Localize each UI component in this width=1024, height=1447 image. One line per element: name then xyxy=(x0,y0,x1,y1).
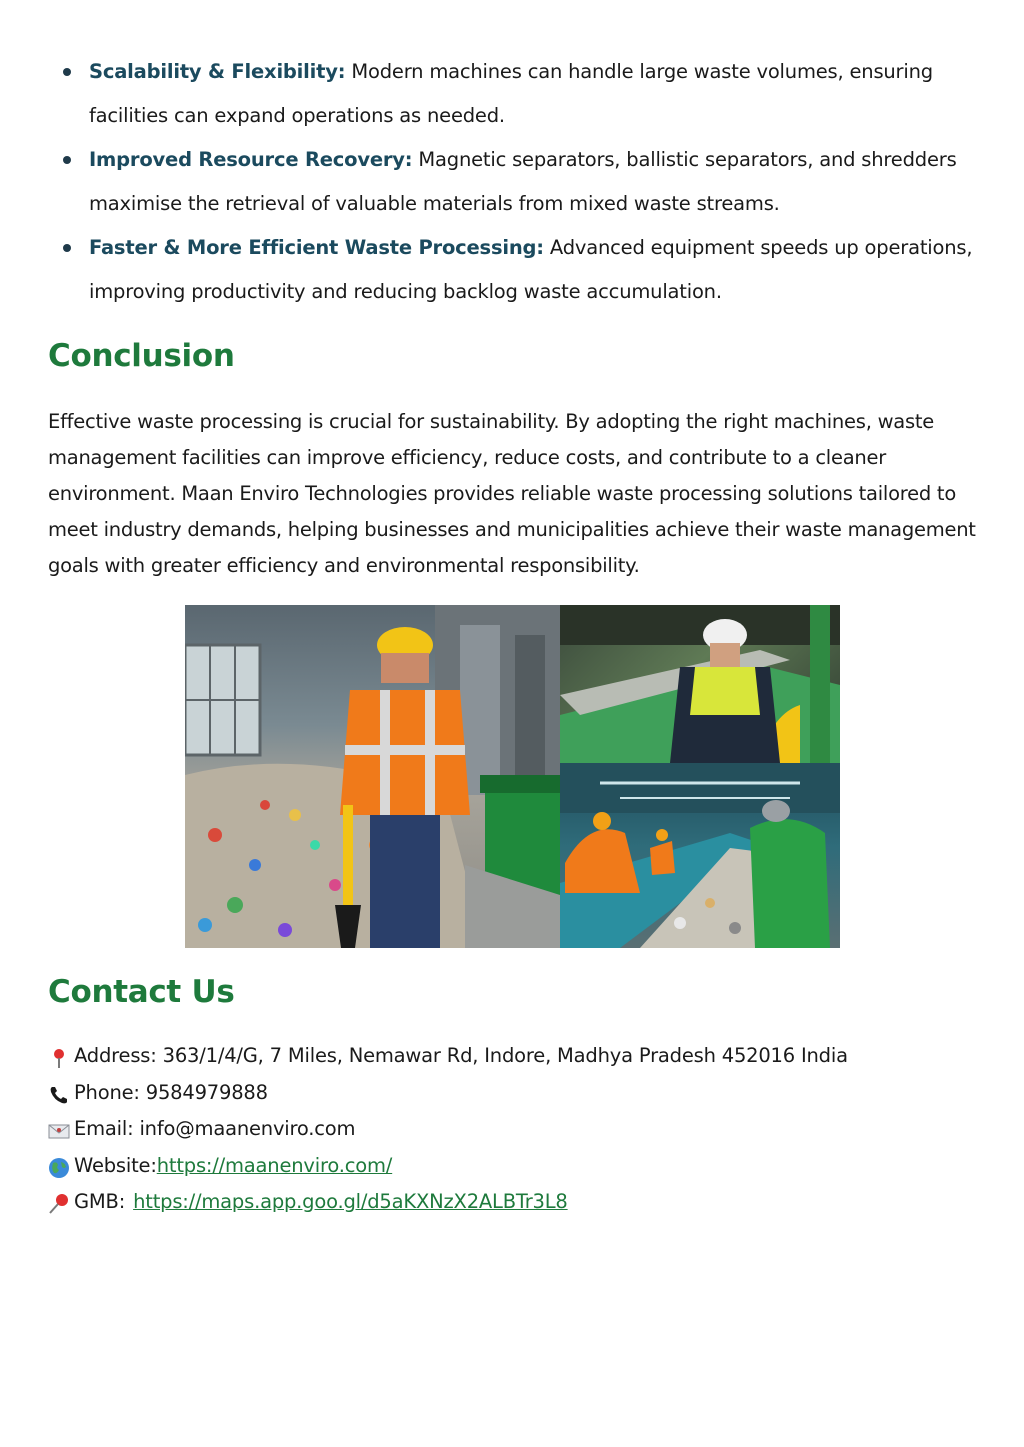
worker-plastic-pile-illustration xyxy=(185,605,560,948)
pin-icon xyxy=(48,1045,70,1067)
list-item xyxy=(60,50,980,138)
conclusion-paragraph: Effective waste processing is crucial for sustainability. By adopting the right machines, waste management facilities can improve efficiency, reduce costs, and contribute to a cleaner environment. Maan Enviro Technologies provides reliable waste processing solutions tailored to meet industry demands, helping businesses and municipalities achieve their waste management goals with greater efficiency and environmental responsibility. xyxy=(48,410,976,577)
contact-gmb-row xyxy=(48,1184,848,1221)
benefits-list xyxy=(60,50,980,314)
contact-website-row xyxy=(48,1148,848,1185)
conclusion-heading: Conclusion xyxy=(48,338,235,374)
worker-conveyor-photo xyxy=(560,605,840,763)
globe-icon xyxy=(48,1155,70,1177)
gmb-label: GMB: xyxy=(74,1190,126,1213)
phone-icon xyxy=(48,1082,70,1104)
website-link[interactable]: https://maanenviro.com/ xyxy=(156,1153,393,1177)
bullet-dot xyxy=(63,68,71,76)
worker-plastic-pile-photo xyxy=(185,605,560,948)
benefit-text: Magnetic separators, ballistic separators, and shredders maximise the retrieval of valuable materials from mixed waste streams. xyxy=(89,148,957,215)
list-item xyxy=(60,226,980,314)
benefit-text: Modern machines can handle large waste volumes, ensuring facilities can expand operations as needed. xyxy=(89,60,933,127)
contact-phone-row xyxy=(48,1075,848,1112)
sorting-line-illustration xyxy=(560,763,840,948)
benefit-term: Faster & More Efficient Waste Processing: xyxy=(89,236,544,259)
worker-conveyor-illustration xyxy=(560,605,840,763)
benefit-text: Advanced equipment speeds up operations, improving productivity and reducing backlog waste accumulation. xyxy=(89,236,973,303)
contact-heading: Contact Us xyxy=(48,974,235,1010)
list-item xyxy=(60,138,980,226)
contact-address-row xyxy=(48,1038,848,1075)
contact-email: Email: info@maanenviro.com xyxy=(74,1117,356,1140)
benefit-term: Scalability & Flexibility: xyxy=(89,60,346,83)
contact-address: Address: 363/1/4/G, 7 Miles, Nemawar Rd, Indore, Madhya Pradesh 452016 India xyxy=(74,1044,848,1067)
sorting-line-workers-photo xyxy=(560,763,840,948)
benefit-term: Improved Resource Recovery: xyxy=(89,148,413,171)
waste-processing-photo-collage xyxy=(185,605,840,948)
bullet-dot xyxy=(63,244,71,252)
bullet-dot xyxy=(63,156,71,164)
website-label: Website: xyxy=(74,1153,157,1177)
contact-list xyxy=(48,1038,848,1221)
pushpin-icon xyxy=(48,1191,70,1213)
gmb-link[interactable]: https://maps.app.goo.gl/d5aKXNzX2ALBTr3L8 xyxy=(133,1190,568,1213)
contact-email-row xyxy=(48,1111,848,1148)
contact-phone: Phone: 9584979888 xyxy=(74,1080,268,1104)
envelope-icon xyxy=(48,1118,70,1140)
